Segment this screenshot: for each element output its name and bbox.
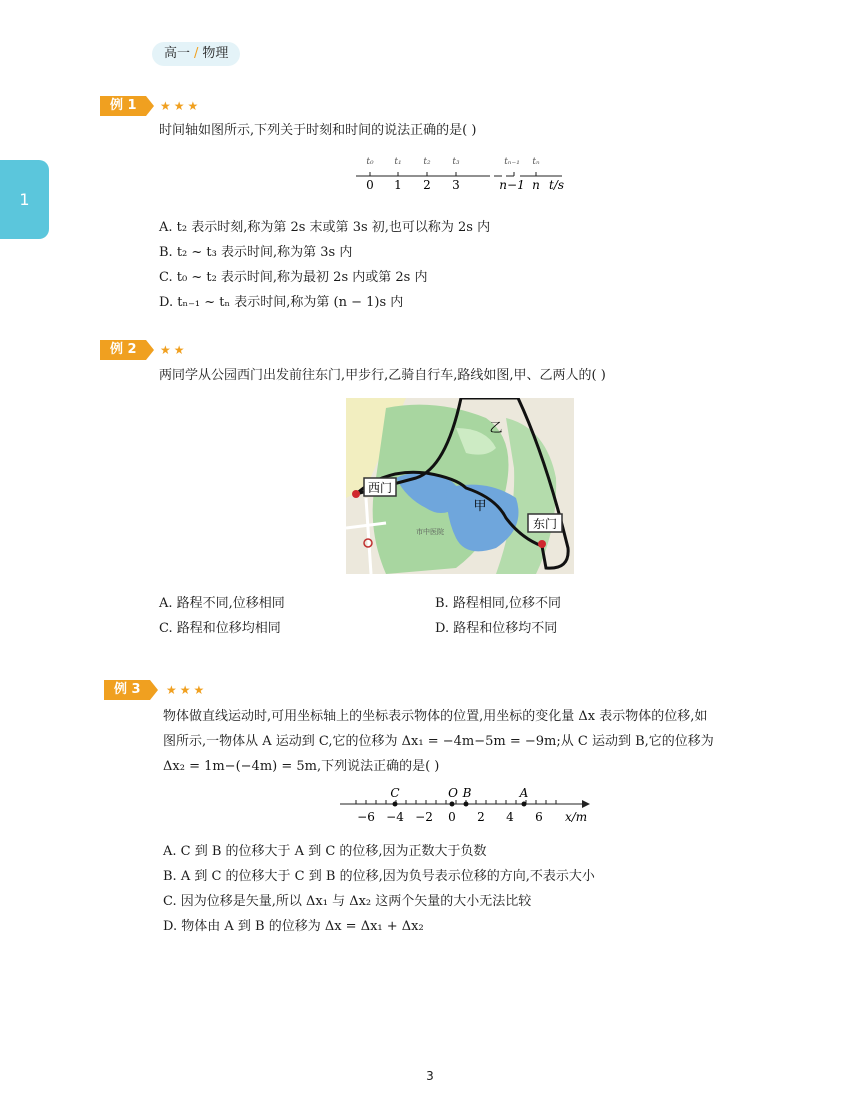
example-3-option-c[interactable]: C. 因为位移是矢量,所以 Δx₁ 与 Δx₂ 这两个矢量的大小无法比较 [163, 894, 532, 909]
axis-unit: t/s [549, 178, 565, 192]
axis-tick-n-1: n−1 [499, 178, 525, 192]
axis-label-t1: t₁ [394, 157, 402, 167]
example-2-option-c[interactable]: C. 路程和位移均相同 [159, 621, 281, 636]
chapter-number: 1 [19, 190, 30, 209]
axis-tick-2: 2 [477, 810, 485, 824]
axis-tick-2: 2 [423, 178, 431, 192]
difficulty-stars: ★★ [160, 343, 188, 357]
example-3-question-line-3: Δx₂ = 1m−(−4m) = 5m,下列说法正确的是( ) [163, 759, 440, 774]
axis-tick-3: 3 [452, 178, 460, 192]
axis-unit: x/m [565, 810, 588, 824]
difficulty-stars: ★★★ [166, 683, 208, 697]
difficulty-stars: ★★★ [160, 99, 202, 113]
axis-tick-n: n [532, 178, 540, 192]
time-axis-diagram [350, 150, 580, 194]
tag-arrow-icon [146, 340, 154, 360]
point-label-c: C [390, 786, 400, 800]
axis-tick-neg4: −4 [386, 810, 404, 824]
axis-tick-4: 4 [506, 810, 514, 824]
map-label-route-b: 乙 [489, 421, 503, 436]
example-3-question-line-1: 物体做直线运动时,可用坐标轴上的坐标表示物体的位置,用坐标的变化量 Δx 表示物体的位移,如 [163, 709, 708, 724]
axis-label-tn-1: tₙ₋₁ [504, 157, 520, 167]
tag-arrow-icon [150, 680, 158, 700]
park-map-image [346, 398, 574, 574]
example-3-option-b[interactable]: B. A 到 C 的位移大于 C 到 B 的位移,因为负号表示位移的方向,不表示大小 [163, 869, 595, 884]
point-label-o: O [448, 786, 458, 800]
example-2-option-b[interactable]: B. 路程相同,位移不同 [435, 596, 561, 611]
axis-label-t0: t₀ [366, 157, 374, 167]
example-1-option-a[interactable]: A. t₂ 表示时刻,称为第 2s 末或第 3s 初,也可以称为 2s 内 [159, 220, 491, 235]
position-axis-diagram [336, 782, 596, 828]
grade-label: 高一 [164, 46, 191, 61]
axis-tick-0: 0 [366, 178, 374, 192]
header-breadcrumb [152, 42, 240, 66]
example-3-label: 例 3 [104, 680, 150, 700]
axis-tick-neg2: −2 [415, 810, 433, 824]
axis-label-tn: tₙ [532, 157, 540, 167]
example-3-option-a[interactable]: A. C 到 B 的位移大于 A 到 C 的位移,因为正数大于负数 [163, 844, 487, 859]
chapter-side-tab[interactable] [0, 160, 49, 239]
axis-tick-neg6: −6 [357, 810, 375, 824]
point-label-b: B [462, 786, 472, 800]
example-2-label: 例 2 [100, 340, 146, 360]
map-label-east-gate: 东门 [532, 517, 558, 531]
breadcrumb-separator: / [194, 46, 199, 61]
map-label-west-gate: 西门 [367, 481, 393, 495]
example-2-option-a[interactable]: A. 路程不同,位移相同 [159, 596, 285, 611]
example-1-question: 时间轴如图所示,下列关于时刻和时间的说法正确的是( ) [159, 123, 477, 138]
axis-label-t2: t₂ [423, 157, 431, 167]
axis-tick-0: 0 [448, 810, 456, 824]
example-1-option-d[interactable]: D. tₙ₋₁ ~ tₙ 表示时间,称为第 (n − 1)s 内 [159, 295, 404, 310]
map-label-hospital: 市中医院 [416, 528, 444, 536]
example-2-question: 两同学从公园西门出发前往东门,甲步行,乙骑自行车,路线如图,甲、乙两人的( ) [159, 368, 606, 383]
example-3-option-d[interactable]: D. 物体由 A 到 B 的位移为 Δx = Δx₁ + Δx₂ [163, 919, 424, 934]
map-label-route-a: 甲 [473, 499, 487, 514]
example-1-label: 例 1 [100, 96, 146, 116]
example-1-option-c[interactable]: C. t₀ ~ t₂ 表示时间,称为最初 2s 内或第 2s 内 [159, 270, 428, 285]
axis-tick-1: 1 [394, 178, 402, 192]
tag-arrow-icon [146, 96, 154, 116]
example-1-option-b[interactable]: B. t₂ ~ t₃ 表示时间,称为第 3s 内 [159, 245, 353, 260]
subject-label: 物理 [202, 46, 229, 61]
page-number: 3 [426, 1069, 434, 1083]
point-label-a: A [519, 786, 529, 800]
axis-label-t3: t₃ [452, 157, 460, 167]
example-3-question-line-2: 图所示,一物体从 A 运动到 C,它的位移为 Δx₁ = −4m−5m = −9m;从 C 运动到 B,它的位移为 [163, 734, 714, 749]
example-2-option-d[interactable]: D. 路程和位移均不同 [435, 621, 558, 636]
axis-tick-6: 6 [535, 810, 543, 824]
